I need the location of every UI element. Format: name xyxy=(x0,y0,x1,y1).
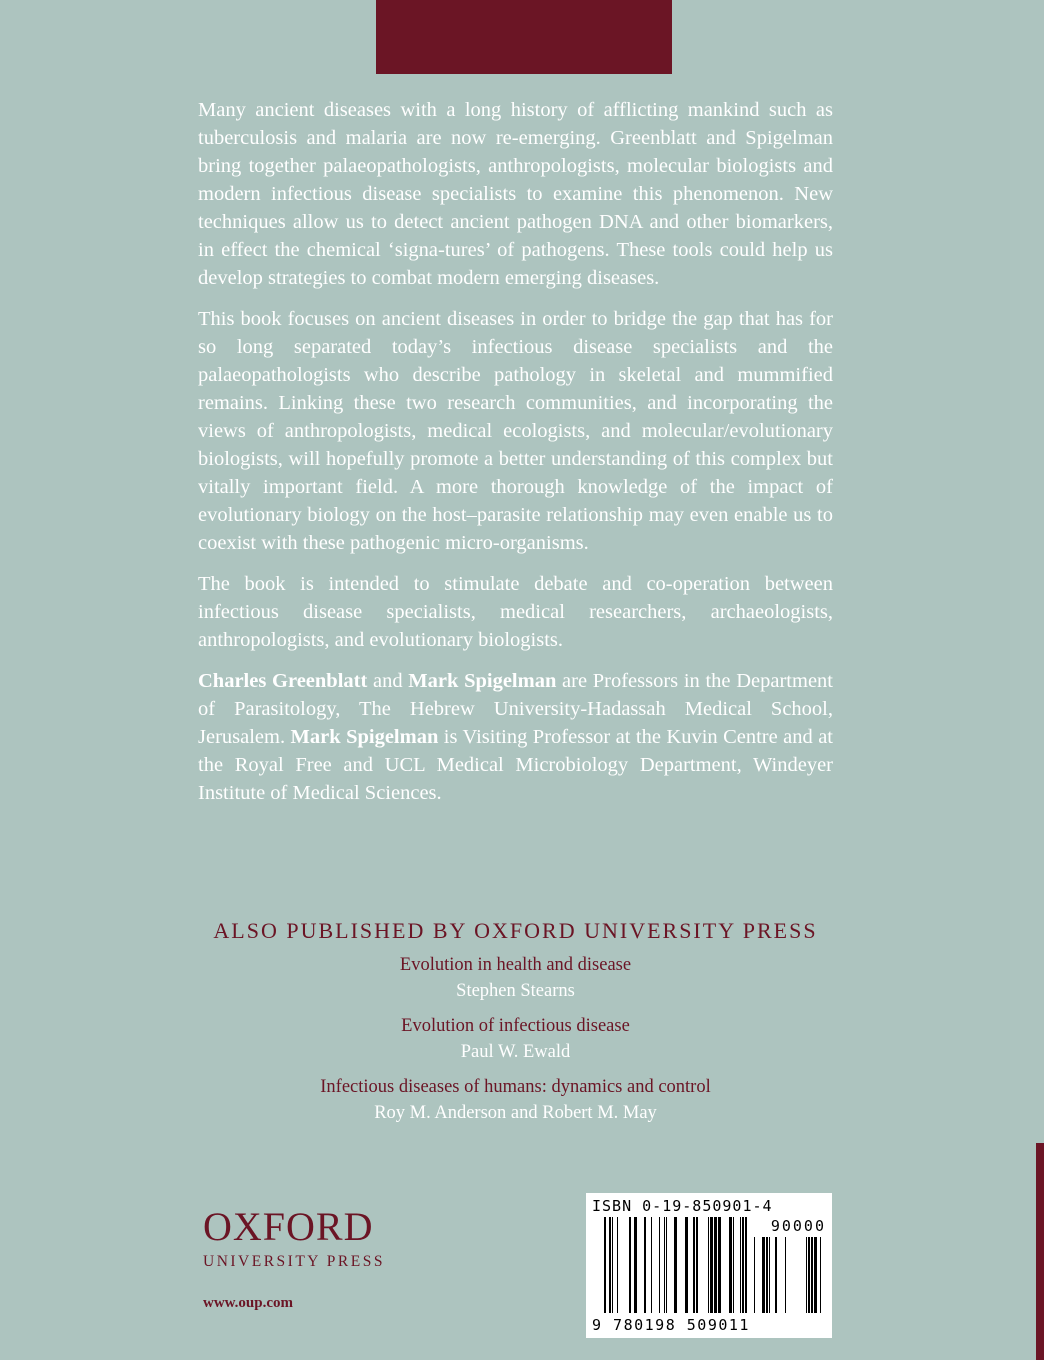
publisher-url: www.oup.com xyxy=(203,1295,294,1311)
blurb-paragraph-1: Many ancient diseases with a long history of afflicting mankind such as tuberculosis and malaria are now re-emerging. Greenblatt and Spigelman bring together palaeopathologists, anthropologists, molecular biologists and modern infectious disease specialists to examine this phenomenon. New techniques allow us to detect ancient pathogen DNA and other biomarkers, in effect the chemical ‘signa-tures’ of pathogens. These tools could help us develop strategies to combat modern emerging diseases. xyxy=(198,99,833,289)
barcode-bar xyxy=(617,1217,618,1313)
author-bio xyxy=(198,667,833,807)
barcode-bar xyxy=(634,1217,637,1313)
related-book xyxy=(198,952,833,1004)
barcode-bar xyxy=(754,1237,755,1313)
side-color-band xyxy=(1036,1143,1044,1360)
book-title: Evolution in health and disease xyxy=(399,955,632,975)
ean-digits: 9 780198 509011 xyxy=(592,1316,750,1334)
author-name-1: Charles Greenblatt xyxy=(198,670,368,692)
publisher-block xyxy=(203,1205,385,1312)
barcode-bar xyxy=(775,1237,777,1313)
barcode-bar xyxy=(714,1217,717,1313)
barcode-bar xyxy=(644,1217,646,1313)
also-published-section xyxy=(198,918,833,1135)
barcode-bar xyxy=(609,1217,611,1313)
author-name-3: Mark Spigelman xyxy=(290,726,439,748)
barcode-bar xyxy=(651,1217,652,1313)
barcode-bar xyxy=(785,1237,786,1313)
blurb-paragraph-2: This book focuses on ancient diseases in order to bridge the gap that has for so long separated today’s infectious disease specialists and the palaeopathologists who describe pathology in skeletal and mummified remains. Linking these two research communities, and incorporating the views of anthropologists, medical ecologists, and molecular/evolutionary biologists, will hopefully promote a better understanding of this complex but vitally important field. A more thorough knowledge of the impact of evolutionary biology on the host–parasite relationship may even enable us to coexist with these pathogenic micro-organisms. xyxy=(198,308,833,554)
bio-text-1: are Professors in the Department of Parasitology, The Hebrew University-Hadassah Medical School, Jerusalem. xyxy=(198,670,833,748)
book-author: Roy M. Anderson and Robert M. May xyxy=(374,1103,657,1123)
oxford-logo: OXFORD xyxy=(203,1204,374,1249)
barcode-bar xyxy=(685,1217,688,1313)
barcode-bar xyxy=(811,1237,813,1313)
book-title: Evolution of infectious disease xyxy=(401,1016,630,1036)
barcode-bar xyxy=(740,1217,741,1313)
back-cover-blurb xyxy=(198,96,833,820)
bio-conjunction: and xyxy=(367,670,409,692)
barcode-bar xyxy=(742,1217,744,1313)
barcode-bar xyxy=(604,1217,606,1313)
barcode-bar xyxy=(664,1217,665,1313)
barcode-bar xyxy=(629,1217,631,1313)
barcode-bar xyxy=(729,1217,732,1313)
barcode-box xyxy=(586,1193,832,1338)
barcode-bar xyxy=(693,1217,695,1313)
barcode-bar xyxy=(659,1217,660,1313)
barcode-bar xyxy=(762,1237,765,1313)
related-book xyxy=(198,1074,833,1126)
bio-text-2: is Visiting Professor at the Kuvin Centre and at the Royal Free and UCL Medical Microbiology Department, Windeyer Institute of Medical Sciences. xyxy=(198,726,833,804)
barcode-bar xyxy=(808,1237,810,1313)
book-author: Stephen Stearns xyxy=(456,981,575,1001)
publisher-subtitle: UNIVERSITY PRESS xyxy=(203,1253,385,1270)
related-book xyxy=(198,1013,833,1065)
top-color-band xyxy=(376,0,672,74)
barcode-bar xyxy=(666,1217,667,1313)
barcode-bar xyxy=(766,1237,768,1313)
barcode-bar xyxy=(806,1237,807,1313)
isbn-number: ISBN 0-19-850901-4 xyxy=(592,1197,773,1215)
barcode-bar xyxy=(710,1217,713,1313)
blurb-paragraph-3: The book is intended to stimulate debate and co-operation between infectious disease specialists, medical researchers, archaeologists, anthropologists, and evolutionary biologists. xyxy=(198,573,833,651)
barcode-bar xyxy=(708,1217,709,1313)
book-author: Paul W. Ewald xyxy=(460,1042,571,1062)
price-code: 90000 xyxy=(770,1217,826,1235)
also-published-heading: ALSO PUBLISHED BY OXFORD UNIVERSITY PRESS xyxy=(213,918,818,943)
barcode-bar xyxy=(814,1237,817,1313)
barcode-bar xyxy=(820,1237,821,1313)
book-title: Infectious diseases of humans: dynamics and control xyxy=(320,1077,711,1097)
barcode-bar xyxy=(696,1217,698,1313)
author-name-2: Mark Spigelman xyxy=(408,670,557,692)
barcode-bar xyxy=(769,1237,770,1313)
barcode-bar xyxy=(612,1217,613,1313)
barcode-bar xyxy=(718,1217,721,1313)
barcode-bar xyxy=(733,1217,734,1313)
barcode-bar xyxy=(745,1217,747,1313)
barcode-bar xyxy=(674,1217,677,1313)
